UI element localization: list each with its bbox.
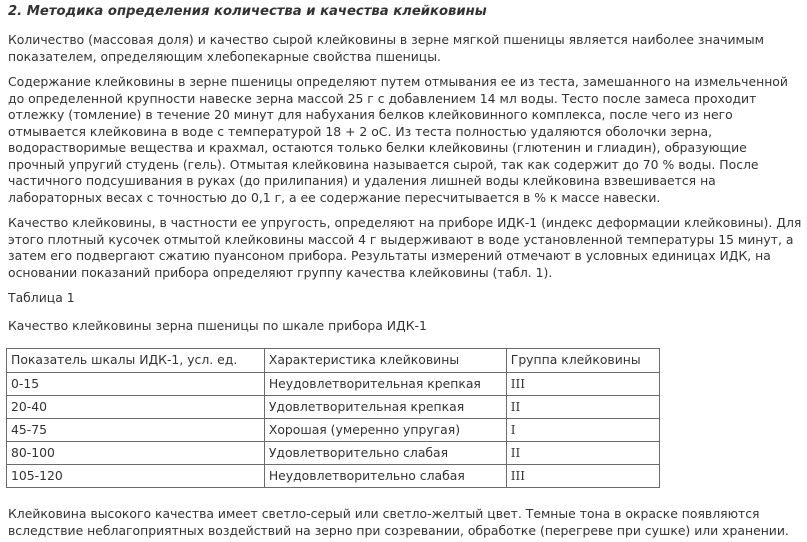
text-line: Клейковина высокого качества имеет светло-серый или светло-желтый цвет. Темные тона в окраске появляются: [8, 506, 760, 521]
text-line: Количество (массовая доля) и качество сырой клейковины в зерне мягкой пшеницы является наиболее значимым: [8, 32, 765, 47]
cell-group: III: [506, 373, 659, 396]
table-header-row: [7, 349, 660, 373]
table-caption: Качество клейковины зерна пшеницы по шкале прибора ИДК-1: [8, 317, 427, 333]
cell-characteristic: Удовлетворительно слабая: [264, 442, 506, 465]
cell-idk-value: 45-75: [7, 419, 265, 442]
text-line: до определенной крупности навеске зерна массой 25 г с добавлением 14 мл воды. Тесто после замеса проходит: [8, 90, 757, 106]
cell-characteristic: Хорошая (умеренно упругая): [264, 419, 506, 442]
cell-idk-value: 0-15: [7, 373, 265, 396]
table-row: [7, 396, 660, 419]
section-heading: 2. Методика определения количества и качества клейковины: [8, 4, 487, 19]
text-line: этого плотный кусочек отмытой клейковины массой 4 г выдерживают в воде установленной температуры 15 минут, а: [8, 231, 794, 247]
text-line: частичного подсушивания в руках (до прилипания) и удаления лишней воды клейковина взвешивается на: [8, 173, 716, 188]
cell-characteristic: Неудовлетворительная крепкая: [264, 373, 506, 396]
text-line: лабораторных весах с точностью до 0,1 г, а ее содержание пересчитывается в % к массе навески.: [8, 189, 661, 205]
paragraph-gluten-quality: [8, 215, 803, 281]
cell-group: I: [506, 419, 659, 442]
paragraph-gluten-color: [8, 506, 789, 539]
cell-group: III: [506, 465, 659, 488]
cell-idk-value: 20-40: [7, 396, 265, 419]
text-line: Качество клейковины, в частности ее упругость, определяют на приборе ИДК-1 (индекс деформации клейковины). Для: [8, 215, 802, 230]
text-line: показателем, определяющим хлебопекарные свойства пшеницы.: [8, 48, 441, 64]
table-row: [7, 465, 660, 488]
cell-group: II: [506, 442, 659, 465]
column-header-characteristic: Характеристика клейковины: [264, 349, 506, 373]
text-line: отлежку (томление) в течение 20 минут для набухания белков клейковинного комплекса, после чего из него: [8, 107, 733, 122]
text-line: отмывается клейковина в воде с температурой 18 + 2 оС. Из теста полностью удаляются оболочки зерна,: [8, 123, 713, 139]
table-row: [7, 442, 660, 465]
text-line: вследствие неблагоприятных воздействий на зерно при созревании, обработке (перегреве при сушке) или хранении.: [8, 522, 789, 538]
table-row: [7, 373, 660, 396]
cell-characteristic: Удовлетворительная крепкая: [264, 396, 506, 419]
cell-idk-value: 105-120: [7, 465, 265, 488]
article: [8, 0, 803, 334]
cell-characteristic: Неудовлетворительно слабая: [264, 465, 506, 488]
text-line: затем его подвергают сжатию пуансоном прибора. Результаты измерений отмечают в условных единицах ИДК, на: [8, 248, 771, 263]
column-header-group: Группа клейковины: [506, 349, 659, 373]
cell-group: II: [506, 396, 659, 419]
text-line: прочный упругий студень (гель). Отмытая клейковина называется сырой, так как содержит до 70 % воды. После: [8, 156, 759, 172]
column-header-idk-scale: Показатель шкалы ИДК-1, усл. ед.: [7, 349, 265, 373]
text-line: Содержание клейковины в зерне пшеницы определяют путем отмывания ее из теста, замешанного на измельченной: [8, 74, 788, 89]
table-label: Таблица 1: [8, 290, 75, 305]
paragraph-gluten-intro: [8, 32, 803, 65]
idk-quality-table: [6, 348, 660, 488]
paragraph-gluten-method: [8, 74, 803, 206]
table-row: [7, 419, 660, 442]
text-line: основании показаний прибора определяют группу качества клейковины (табл. 1).: [8, 264, 553, 280]
cell-idk-value: 80-100: [7, 442, 265, 465]
text-line: водорастворимые вещества и крахмал, остаются только белки клейковины (глютенин и глиадин), образующие: [8, 140, 747, 155]
